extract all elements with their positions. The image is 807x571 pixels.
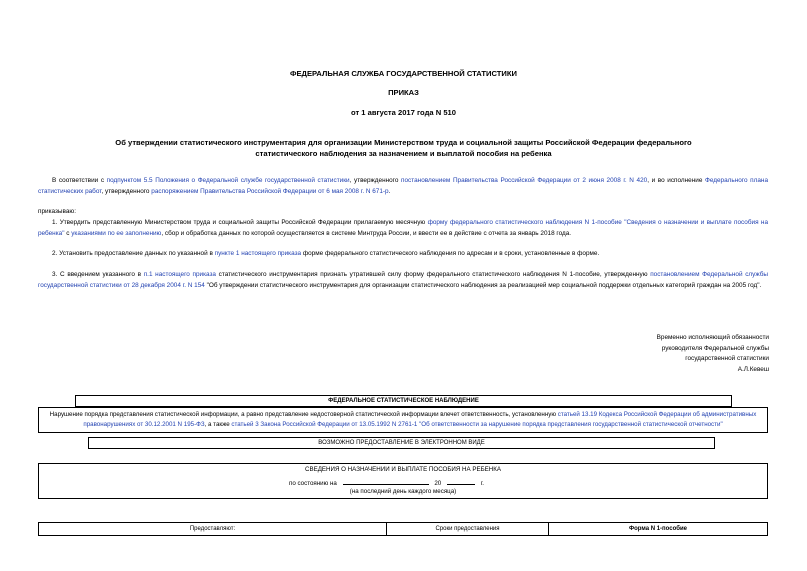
- signature-line2: руководителя Федеральной службы: [661, 344, 769, 352]
- item-text: форме федерального статистического наблюдения по адресам и в сроки, установленные в форме.: [301, 250, 600, 257]
- document-title-line1: Об утверждении статистического инструментария для организации Министерством труда и социальной защиты Российской Федерации федерального: [115, 138, 692, 147]
- order-word: приказываю:: [38, 208, 76, 215]
- warning-text: Нарушение порядка представления статистической информации, а равно представление недостоверной статистической информации влечет ответственность, установленную: [49, 411, 558, 418]
- form-as-of-row: [289, 477, 484, 487]
- link-instructions[interactable]: указаниями по ее заполнению: [71, 229, 162, 237]
- as-of-label: по состоянию на: [289, 480, 337, 487]
- item-text: 2. Установить предоставление данных по указанной в: [52, 250, 215, 257]
- link-regulation-5-5[interactable]: подпунктом 5.5 Положения о Федеральной службе государственной статистики: [106, 177, 350, 184]
- form-warning: [38, 407, 768, 433]
- document-date-number: от 1 августа 2017 года N 510: [351, 108, 456, 117]
- col-deadline: Сроки предоставления: [387, 523, 549, 535]
- form-report-title: СВЕДЕНИЯ О НАЗНАЧЕНИИ И ВЫПЛАТЕ ПОСОБИЯ НА РЕБЕНКА: [305, 466, 501, 473]
- item-text: "Об утверждении статистического инструментария для организации статистического наблюдения за реализацией мер социальной поддержки отдельных категорий граждан на 2005 год": [204, 281, 760, 289]
- link-resolution-154[interactable]: постановлением Федеральной службы государственной статистики от 28 декабря 2004 г. N 154: [38, 271, 769, 289]
- preamble-text: , утвержденного: [349, 177, 402, 184]
- link-form-1-posobie[interactable]: форму федерального статистического наблюдения N 1-пособие "Сведения о назначении и выплате пособия на ребенка": [38, 219, 768, 237]
- col-submit: Предоставляют:: [39, 523, 387, 535]
- order-item-2: [38, 249, 768, 260]
- item-text: 3. С введением указанного в: [52, 271, 144, 278]
- link-federal-plan[interactable]: Федерального плана статистических работ: [38, 177, 768, 195]
- year-blank[interactable]: [447, 477, 475, 485]
- form-electronic-note: ВОЗМОЖНО ПРЕДОСТАВЛЕНИЕ В ЭЛЕКТРОННОМ ВИДЕ: [88, 437, 715, 449]
- document-title-line2: статистического наблюдения за назначением и выплатой пособия на ребенка: [255, 149, 552, 158]
- link-law-2761-1[interactable]: статьей 3 Закона Российской Федерации от 13.05.1992 N 2761-1 "Об ответственности за нарушение порядка представления государственной статистической отчетности": [231, 421, 723, 428]
- order-item-3: [38, 270, 768, 291]
- link-koap-13-19[interactable]: статьей 13.19 Кодекса Российской Федерации об административных правонарушениях от 30.12.2001 N 195-ФЗ: [83, 411, 757, 428]
- year-suffix: г.: [480, 480, 484, 487]
- item-text: , сбор и обработка данных по которой осуществляется в системе Минтруда России, и ввести ее в действие с отчета за январь 2018 года.: [161, 229, 572, 237]
- item-text: статистического инструментария признать утратившей силу форму федерального статистического наблюдения N 1-пособие, утвержденную: [216, 271, 651, 278]
- signature-name: А.Л.Кевеш: [737, 365, 769, 373]
- agency-name: ФЕДЕРАЛЬНАЯ СЛУЖБА ГОСУДАРСТВЕННОЙ СТАТИСТИКИ: [290, 69, 517, 78]
- signature-line1: Временно исполняющий обязанности: [656, 334, 769, 341]
- form-note: (на последний день каждого месяца): [349, 488, 457, 495]
- preamble-text: В соответствии с: [52, 177, 107, 184]
- link-resolution-420[interactable]: постановлением Правительства Российской Федерации от 2 июня 2008 г. N 420: [401, 177, 648, 184]
- date-blank[interactable]: [343, 477, 429, 485]
- document-type: ПРИКАЗ: [388, 88, 419, 97]
- signature-line3: государственной статистики: [685, 355, 769, 362]
- preamble-text: , утвержденного: [101, 187, 152, 195]
- link-p1-order[interactable]: п.1 настоящего приказа: [143, 271, 216, 278]
- signature-block: [569, 333, 769, 375]
- form-header: ФЕДЕРАЛЬНОЕ СТАТИСТИЧЕСКОЕ НАБЛЮДЕНИЕ: [75, 395, 732, 407]
- preamble: [38, 176, 768, 197]
- item-text: 1. Утвердить представленную Министерством труда и социальной защиты Российской Федерации прилагаемую месячную: [52, 219, 428, 226]
- form-report-box: [38, 463, 768, 499]
- item-text: .: [759, 281, 762, 289]
- year-prefix: 20: [434, 480, 442, 487]
- preamble-text: , и во исполнение: [647, 177, 705, 184]
- link-order-671r[interactable]: распоряжением Правительства Российской Федерации от 6 мая 2008 г. N 671-р: [151, 187, 389, 195]
- col-form-number: Форма N 1-пособие: [628, 526, 687, 532]
- document-title: [0, 137, 807, 159]
- preamble-text: .: [388, 187, 391, 195]
- item-text: с: [64, 229, 72, 237]
- order-item-1: [38, 218, 768, 239]
- form-bottom-row: [38, 522, 768, 536]
- link-item-1[interactable]: пункте 1 настоящего приказа: [214, 250, 302, 257]
- warning-text: , а также: [204, 421, 232, 428]
